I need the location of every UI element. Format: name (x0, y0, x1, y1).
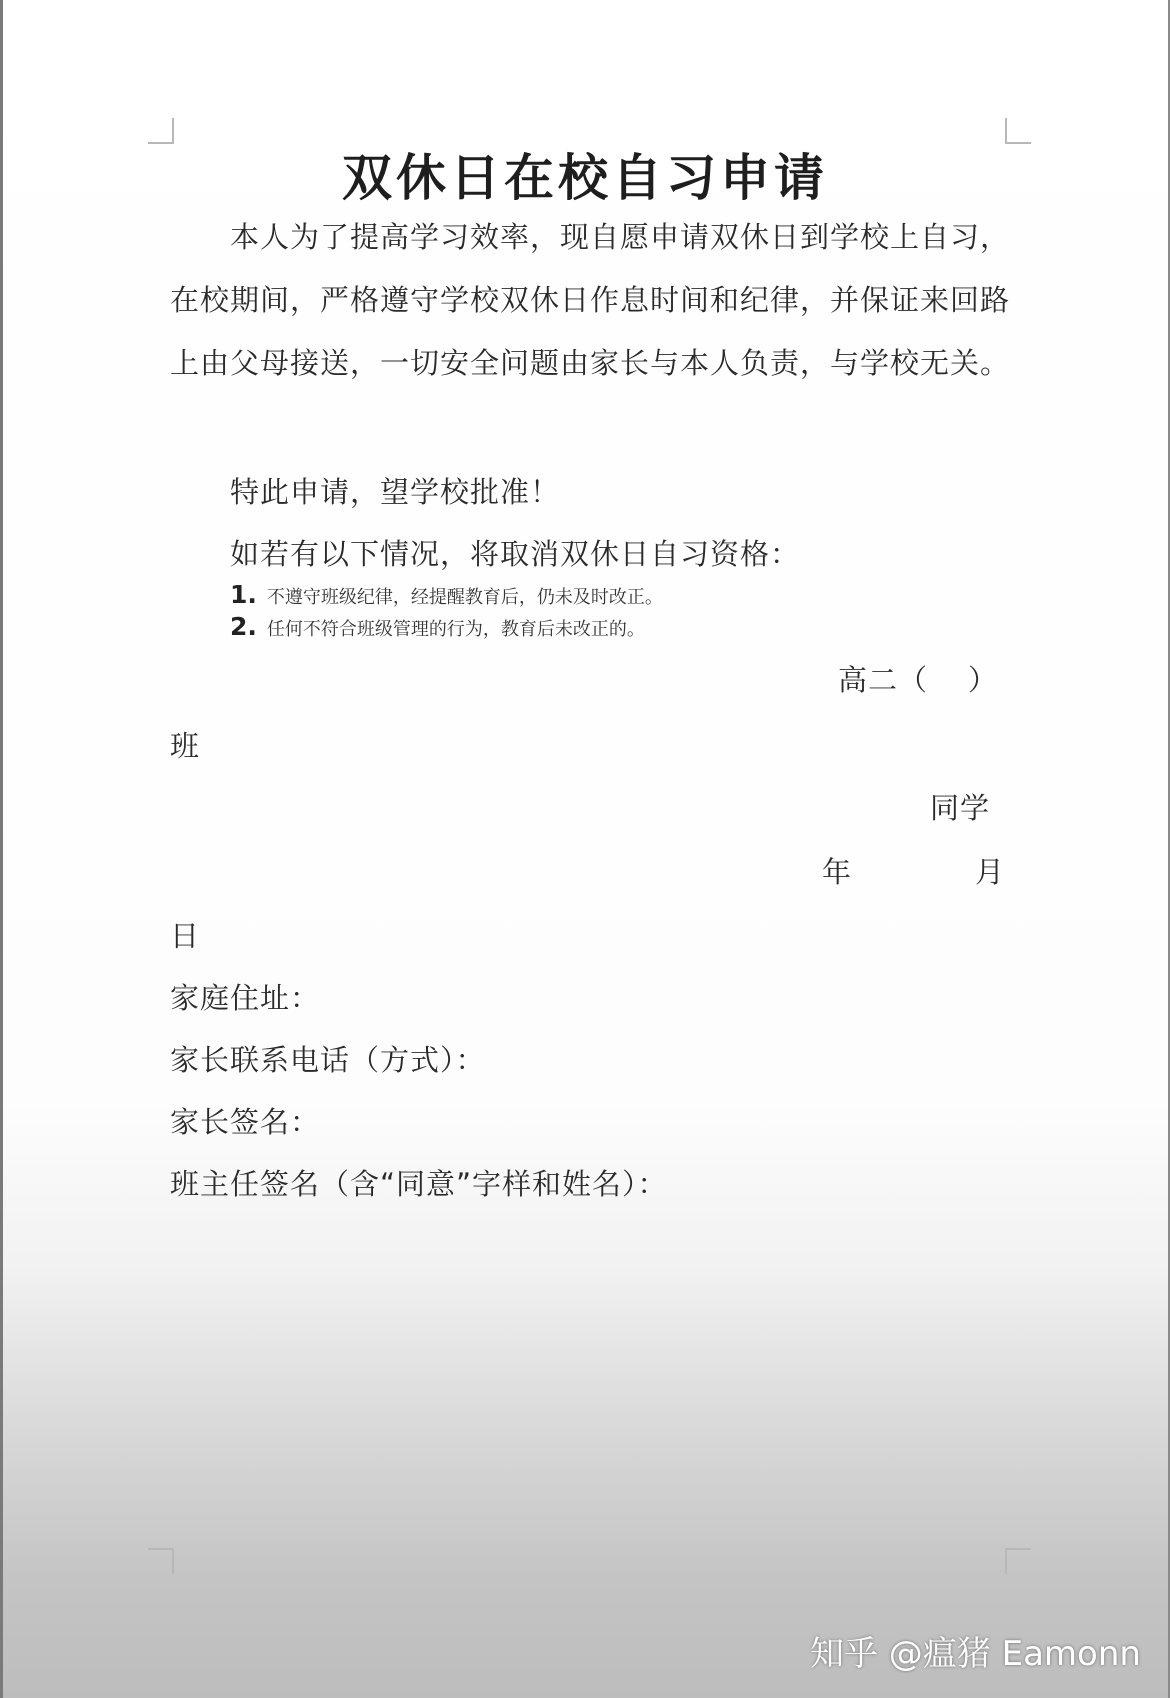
address-field: 家庭住址： (170, 981, 321, 1015)
teacher-signature-field: 班主任签名（含“同意”字样和姓名）： (170, 1167, 668, 1201)
paragraph-request: 特此申请，望学校批准！ (230, 475, 561, 509)
class-suffix: ） (968, 663, 999, 697)
student-label: 同学 (930, 791, 991, 825)
condition-text: 不遵守班级纪律，经提醒教育后，仍未及时改正。 (266, 587, 663, 608)
condition-number: 1. (230, 580, 257, 609)
class-label: 班 (170, 729, 201, 763)
crop-mark-bottom-right (1005, 1548, 1031, 1574)
month-label: 月 (975, 855, 1006, 889)
crop-mark-bottom-left (148, 1548, 174, 1574)
condition-number: 2. (230, 612, 257, 641)
parent-phone-field: 家长联系电话（方式）： (170, 1043, 486, 1077)
class-prefix: 高二（ (838, 663, 929, 697)
parent-signature-field: 家长签名： (170, 1105, 321, 1139)
document-title: 双休日在校自习申请 (342, 149, 828, 207)
paragraph-intro: 本人为了提高学习效率，现自愿申请双休日到学校上自习，在校期间，严格遵守学校双休日作息时间和纪律，并保证来回路上由父母接送，一切安全问题由家长与本人负责，与学校无关。 (170, 220, 1011, 380)
condition-item (230, 580, 663, 609)
day-label: 日 (170, 919, 201, 953)
class-field (838, 658, 998, 699)
condition-text: 任何不符合班级管理的行为，教育后未改正的。 (266, 619, 645, 640)
condition-item (230, 612, 645, 641)
zhihu-watermark: 知乎 @瘟猪 Eamonn (810, 1634, 1141, 1674)
paragraph-conditions-intro: 如若有以下情况，将取消双休日自习资格： (230, 537, 801, 571)
year-label: 年 (822, 855, 853, 889)
